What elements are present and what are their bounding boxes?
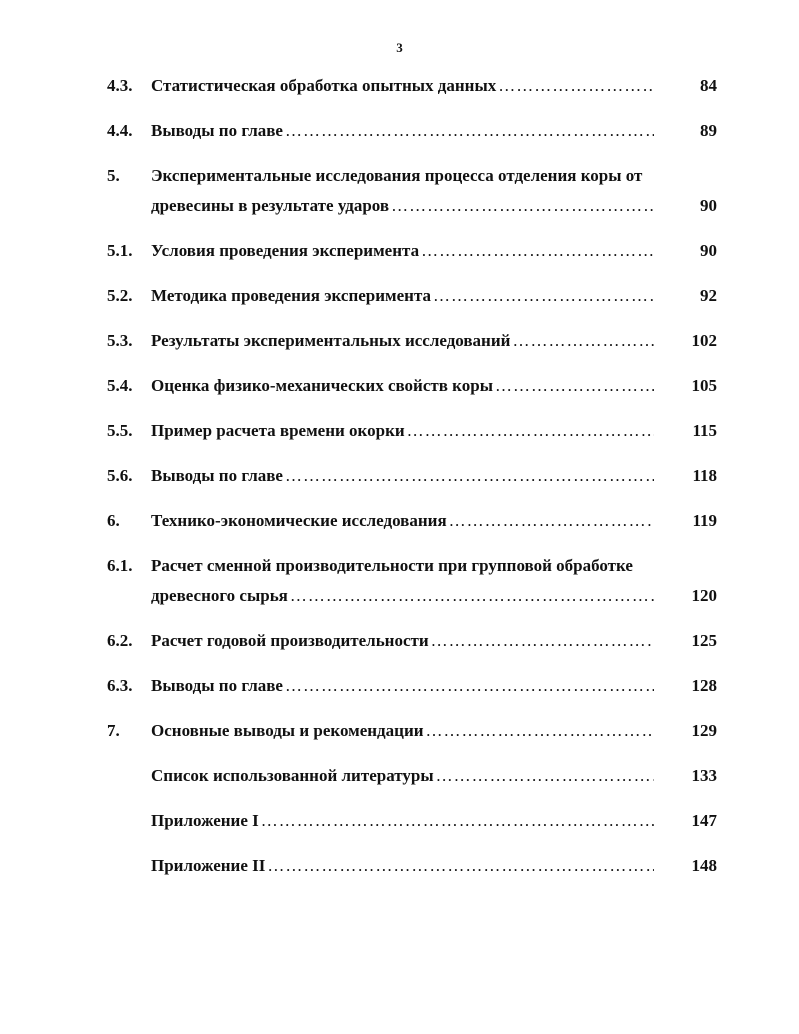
dot-leader	[436, 762, 654, 789]
toc-entry-title: Список использованной литературы	[151, 766, 434, 785]
toc-entry-page: 147	[691, 811, 717, 830]
toc-entry-title: Приложение II	[151, 856, 266, 875]
toc-entry-page: 125	[691, 631, 717, 650]
toc-entry-page: 90	[700, 241, 717, 260]
toc-entry-number: 5.	[107, 166, 120, 185]
page-number: 3	[396, 40, 403, 55]
toc-entry-title: Статистическая обработка опытных данных	[151, 76, 497, 95]
toc-entry-page: 90	[700, 196, 717, 215]
toc-entry-page: 84	[700, 76, 717, 95]
toc-entry-references	[107, 762, 717, 789]
dot-leader	[285, 462, 654, 489]
toc-entry-page: 133	[691, 766, 717, 785]
toc-entry-title: Выводы по главе	[151, 676, 283, 695]
toc-entry-title: Расчет годовой производительности	[151, 631, 429, 650]
toc-entry-title: Приложение I	[151, 811, 259, 830]
toc-entry-page: 89	[700, 121, 717, 140]
toc-entry-7	[107, 717, 717, 744]
dot-leader	[426, 717, 654, 744]
dot-leader	[431, 627, 654, 654]
toc-entry-number: 4.3.	[107, 76, 133, 95]
toc-entry-title: Основные выводы и рекомендации	[151, 721, 424, 740]
toc-entry-page: 105	[691, 376, 717, 395]
dot-leader	[498, 72, 654, 99]
toc-entry-page: 120	[691, 586, 717, 605]
toc-entry-page: 148	[691, 856, 717, 875]
toc-entry-6-2	[107, 627, 717, 654]
toc-entry-4-4	[107, 117, 717, 144]
toc-entry-title: Условия проведения эксперимента	[151, 241, 420, 260]
toc-entry-5-6	[107, 462, 717, 489]
table-of-contents	[107, 72, 717, 897]
dot-leader	[495, 372, 654, 399]
toc-entry-title: Выводы по главе	[151, 121, 283, 140]
toc-entry-number: 4.4.	[107, 121, 133, 140]
toc-entry-5-2	[107, 282, 717, 309]
toc-entry-title: древесного сырья	[151, 586, 288, 605]
toc-entry-page: 129	[691, 721, 717, 740]
toc-entry-title: Пример расчета времени окорки	[151, 421, 405, 440]
toc-entry-6-1	[107, 552, 717, 609]
toc-entry-5	[107, 162, 717, 219]
toc-entry-number: 6.	[107, 511, 120, 530]
toc-entry-4-3	[107, 72, 717, 99]
toc-entry-title: Результаты экспериментальных исследований	[151, 331, 511, 350]
toc-entry-5-1	[107, 237, 717, 264]
toc-entry-page: 118	[692, 466, 717, 485]
dot-leader	[433, 282, 654, 309]
toc-entry-appendix-1	[107, 807, 717, 834]
dot-leader	[285, 672, 654, 699]
toc-entry-title: Оценка физико-механических свойств коры	[151, 376, 493, 395]
toc-entry-page: 92	[700, 286, 717, 305]
toc-entry-number: 5.2.	[107, 286, 133, 305]
dot-leader	[391, 192, 654, 219]
toc-entry-number: 6.2.	[107, 631, 133, 650]
toc-entry-5-4	[107, 372, 717, 399]
dot-leader	[421, 237, 654, 264]
toc-entry-number: 5.6.	[107, 466, 133, 485]
toc-entry-6	[107, 507, 717, 534]
toc-entry-title: Технико-экономические исследования	[151, 511, 447, 530]
toc-entry-number: 5.1.	[107, 241, 133, 260]
toc-entry-page: 102	[691, 331, 717, 350]
toc-entry-number: 6.1.	[107, 556, 133, 575]
dot-leader	[407, 417, 654, 444]
toc-entry-page: 119	[692, 511, 717, 530]
toc-entry-title: древесины в результате ударов	[151, 196, 390, 215]
dot-leader	[261, 807, 654, 834]
toc-entry-appendix-2	[107, 852, 717, 879]
dot-leader	[267, 852, 654, 879]
dot-leader	[290, 582, 654, 609]
toc-entry-number: 5.4.	[107, 376, 133, 395]
toc-entry-title: Выводы по главе	[151, 466, 283, 485]
toc-entry-page: 128	[691, 676, 717, 695]
toc-entry-6-3	[107, 672, 717, 699]
toc-entry-number: 5.3.	[107, 331, 133, 350]
toc-entry-page: 115	[692, 421, 717, 440]
toc-entry-5-3	[107, 327, 717, 354]
dot-leader	[512, 327, 654, 354]
dot-leader	[449, 507, 654, 534]
toc-entry-5-5	[107, 417, 717, 444]
toc-entry-number: 6.3.	[107, 676, 133, 695]
toc-entry-number: 7.	[107, 721, 120, 740]
toc-entry-number: 5.5.	[107, 421, 133, 440]
dot-leader	[285, 117, 654, 144]
toc-entry-title-line1: Расчет сменной производительности при групповой обработке	[151, 556, 633, 575]
toc-entry-title-line1: Экспериментальные исследования процесса отделения коры от	[151, 166, 643, 185]
toc-entry-title: Методика проведения эксперимента	[151, 286, 432, 305]
